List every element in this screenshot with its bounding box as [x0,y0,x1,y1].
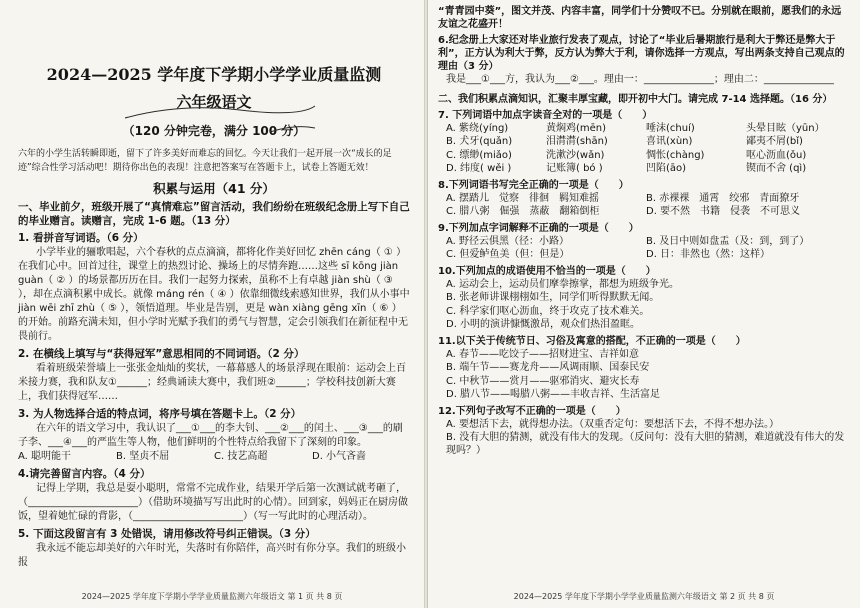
option: C. 科学家们呕心沥血，终于攻克了技术难关。 [446,305,650,317]
option: 鄙夷不屑(bǐ) [746,136,803,147]
option: 头晕目眩（yūn） [746,122,825,134]
question-2: 2. 在横线上填写与“获得冠军”意思相同的不同词语。（2 分） [18,348,305,360]
option: D. 纬度( wěi ) [446,163,512,174]
question-4-text: 记得上学期，我总是耍小聪明，常常不完成作业，结果开学后第一次测试就考砸了，（______________________）（借助环境描写写出此时的心情）。回到家，妈妈正在厨房做饭，望着她忙碌的背影，（______________________）（写一写此时的心理活动）。 [18,483,408,522]
question-7-row [438,162,846,176]
option: C. 技艺高超 [214,451,268,462]
question-4: 4.请完善留言内容。（4 分） [18,468,151,480]
question-3: 3. 为人物选择合适的特点词，将序号填在答题卡上。（2 分） [18,408,302,420]
exam-title: 2024—2025 学年度下学期小学学业质量监测 [46,65,382,84]
page-footer: 2024—2025 学年度下学期小学学业质量监测六年级语文 第 2 页 共 8 页 [513,592,775,601]
question-7: 7. 下列词语中加点字读音全对的一项是（ ） [438,109,653,121]
question-2-text: 看着班级荣誉墙上一张张金灿灿的奖状，一幕幕感人的场景浮现在眼前：运动会上百米接力赛，我和队友①______；经典诵读大赛中，我们班②______；学校科技创新大赛上，我们获得冠军…… [18,363,406,402]
option: C. 腊八粥 倔强 蒸蔽 翻箱倒柜 [446,206,600,217]
option: A. 野径云俱黑（径：小路） [446,235,570,247]
question-5: 5. 下面这段留言有 3 处错误，请用修改符号纠正错误。（3 分） [18,528,316,540]
exam-page-1 [0,0,424,608]
option: B. 端午节——赛龙舟——风调雨顺、国泰民安 [446,362,650,373]
option: 黄焖鸡(mēn) [546,122,607,134]
question-8-row [438,192,846,206]
option: 凹陷(āo) [646,163,687,174]
exam-subject: 六年级语文 [176,93,252,111]
question-9: 9.下列加点字词解释不正确的一项是（ ） [438,222,639,234]
question-7-row [438,122,846,136]
handwritten-note: 六年的小学生活转瞬即逝，留下了许多美好而难忘的回忆。今天让我们一起开展一次“成长的足迹”综合性学习活动吧！期待你出色的表现！注意把答案写在答题卡上，试卷上答题无效！ [18,149,392,173]
option: 喜讯(xùn) [646,136,693,147]
question-6: 6.纪念册上大家还对毕业旅行发表了观点，讨论了“毕业后暑期旅行是利大于弊还是弊大于利”，正方认为利大于弊，反方认为弊大于利，请你选择一方观点，写出两条支持自己观点的理由（3 分） [438,35,845,72]
option: D. 腊八节——喝腊八粥——丰收吉祥、生活富足 [446,389,661,400]
section-heading-1: 积累与运用（41 分） [153,181,275,196]
page-footer: 2024—2025 学年度下学期小学学业质量监测六年级语文 第 1 页 共 8 页 [81,592,343,601]
question-3-options [18,450,410,464]
option: 锲而不舍 (qì) [746,163,807,174]
question-3-text: 在六年的语文学习中，我认识了___①___的李大钊、___②___的闰土、___③___的刷子李、___④___的严监生等人物，他们鲜明的个性特点给我留下了深刻的印象。 [18,423,403,448]
option: B. 犬牙(quǎn) [446,136,513,147]
question-7-row [438,149,846,163]
question-7-row [438,135,846,149]
question-5-continued: “青青园中葵”，图文并茂、内容丰富，同学们十分赞叹不已。分别就在眼前，愿我们的永远友谊之花盛开！ [438,6,842,30]
question-8-row [438,205,846,219]
option: A. 聪明能干 [18,451,72,462]
option: 呕心沥血(ǒu) [746,149,807,161]
option: B. 赤裸裸 通霄 绞邪 青面獠牙 [646,192,800,204]
option: A. 紫绕(yíng) [446,122,509,134]
option: 洗漱沙(wǎn) [546,149,605,161]
option: D. 日：非然也（然：这样） [646,249,771,260]
question-9-row [438,235,846,249]
question-12: 12.下列句子改写不正确的一项是（ ） [438,405,626,417]
question-6-answer-line: 我是___①___方，我认为___②___。理由一：______________；理由二：______________ [446,74,834,85]
option: 唾沫(chuí) [646,122,695,134]
option: D. 小明的演讲慷慨激昂，观众们热泪盈眶。 [446,319,641,330]
question-5-text: 我永远不能忘却美好的六年时光，失落时有你陪伴，高兴时有你分享。我们的班级小报 [18,543,406,568]
question-1: 1. 看拼音写词语。（6 分） [18,232,144,244]
part-intro: 一、毕业前夕，班级开展了“真情难忘”留言活动，我们纷纷在班级纪念册上写下自己的毕业赠言。读赠言，完成 1-6 题。（13 分） [18,201,410,227]
option: C. 中秋节——赏月——驱邪消灾、避灾长寿 [446,375,640,387]
option: D. 小气吝啬 [312,451,367,462]
exam-time-score: （120 分钟完卷，满分 100 分） [122,124,306,138]
option: D. 要不然 书籍 侵袭 不可思义 [646,206,801,217]
question-8: 8.下列词语书写完全正确的一项是（ ） [438,179,629,191]
question-1-text: 小学毕业的骊歌唱起，六个春秋的点点滴滴，都将化作美好回忆 zhēn cáng（ ① ）在我们心中。回首过往，课堂上的热烈讨论、操场上的尽情奔跑……这些 sī kōng jiàn guàn（ ② ）的场景都历历在目。我们一起努力探索，虽称不上有卓越 jiàn shù（ ③ ），却在点滴积累中成长。就像 máng rén（ ④ ）依靠细微线索感知世界，我们从小事中 jiàn wēi zhī zhù（ ⑤ ），领悟道理。毕业是告别，更是 wàn xiàng gēng xīn（ ⑥ ）的开始。前路充满未知，但小学时光赋予我们的勇气与智慧，定会引领我们在新征程中无畏前行。 [18,247,410,342]
question-9-row [438,248,846,262]
exam-page-2 [428,0,860,608]
option: 惆怅(chàng) [646,149,705,161]
question-10: 10.下列加点的成语使用不恰当的一项是（ ） [438,265,656,277]
option: A. 摆踏儿 觉察 徘徊 羁知难摇 [446,192,600,204]
option: 泪潸潸(shān) [546,136,608,147]
option: B. 及日中则如盘盂（及：到，到了） [646,235,810,247]
option: A. 要想活下去，就得想办法。（双重否定句：要想活下去，不得不想办法。） [446,418,780,430]
section-heading-2: 二、我们积累点滴知识，汇聚丰厚宝藏，即开初中大门。请完成 7-14 选择题。（16 分） [438,93,833,105]
question-11: 11.以下关于传统节日、习俗及寓意的搭配，不正确的一项是（ ） [438,335,746,347]
option: C. 但爱鲈鱼美（但：但是） [446,249,570,260]
option: B. 没有大胆的猜测，就没有伟大的发现。（反问句：没有大胆的猜测，难道就没有伟大的发现吗？） [446,432,845,456]
option: A. 运动会上，运动员们摩拳擦掌，都想为班级争光。 [446,278,680,290]
option: 记账簿( bó ) [546,163,603,174]
option: C. 缥缈(miǎo) [446,149,512,161]
option: B. 坚贞不屈 [116,451,170,462]
option: A. 春节——吃饺子——招财进宝、吉祥如意 [446,348,640,360]
option: B. 张老师讲课栩栩如生，同学们听得默默无闻。 [446,292,660,303]
